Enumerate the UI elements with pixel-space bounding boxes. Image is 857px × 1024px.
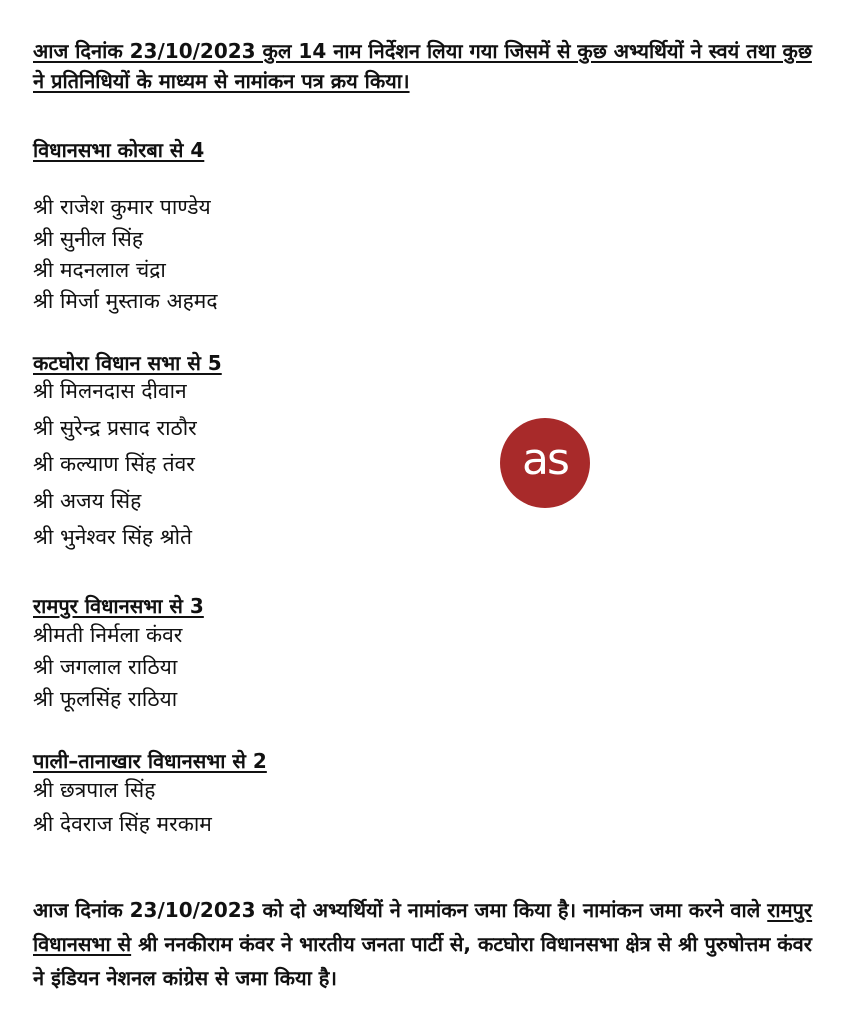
section-heading-rampur: रामपुर विधानसभा से 3 <box>33 594 204 618</box>
section-heading-katghora: कटघोरा विधान सभा से 5 <box>33 351 222 375</box>
candidate-name: श्री मदनलाल चंद्रा <box>33 258 166 282</box>
candidate-name: श्री भुनेश्वर सिंह श्रोते <box>33 525 193 549</box>
intro-paragraph: आज दिनांक 23/10/2023 कुल 14 नाम निर्देशन लिया गया जिसमें से कुछ अभ्यर्थियों ने स्वयं तथा कुछ ने प्रतिनिधियों के माध्यम से नामांकन पत्र क्रय किया। <box>33 39 812 93</box>
logo-text: as <box>522 434 568 485</box>
candidate-name: श्री मिलनदास दीवान <box>33 379 187 403</box>
candidate-name: श्री सुनील सिंह <box>33 227 143 251</box>
outro-paragraph <box>33 893 823 995</box>
candidate-name: श्री देवराज सिंह मरकाम <box>33 812 212 836</box>
section-heading-korba: विधानसभा कोरबा से 4 <box>33 138 205 162</box>
outro-text-end: श्री ननकीराम कंवर ने भारतीय जनता पार्टी से, कटघोरा विधानसभा क्षेत्र से श्री पुरुषोत्तम कंवर ने इंडियन नेशनल कांग्रेस से जमा किया है। <box>33 932 812 990</box>
candidate-name: श्री राजेश कुमार पाण्डेय <box>33 195 211 219</box>
candidate-name: श्री अजय सिंह <box>33 489 142 513</box>
candidate-name: श्री मिर्जा मुस्ताक अहमद <box>33 289 218 313</box>
as-logo <box>500 418 590 508</box>
candidate-name: श्री कल्याण सिंह तंवर <box>33 452 195 476</box>
candidate-name: श्री जगलाल राठिया <box>33 655 178 679</box>
outro-text-start: आज दिनांक 23/10/2023 को दो अभ्यर्थियों ने नामांकन जमा किया है। नामांकन जमा करने वाले <box>33 898 768 922</box>
outro-underlined-constituency: रामपुर विधानसभा से <box>33 898 813 956</box>
candidate-name: श्री फूलसिंह राठिया <box>33 687 178 711</box>
candidate-name: श्री सुरेन्द्र प्रसाद राठौर <box>33 416 197 440</box>
candidate-name: श्री छत्रपाल सिंह <box>33 778 156 802</box>
section-heading-pali-tanakhar: पाली–तानाखार विधानसभा से 2 <box>33 749 267 773</box>
candidate-name: श्रीमती निर्मला कंवर <box>33 623 183 647</box>
